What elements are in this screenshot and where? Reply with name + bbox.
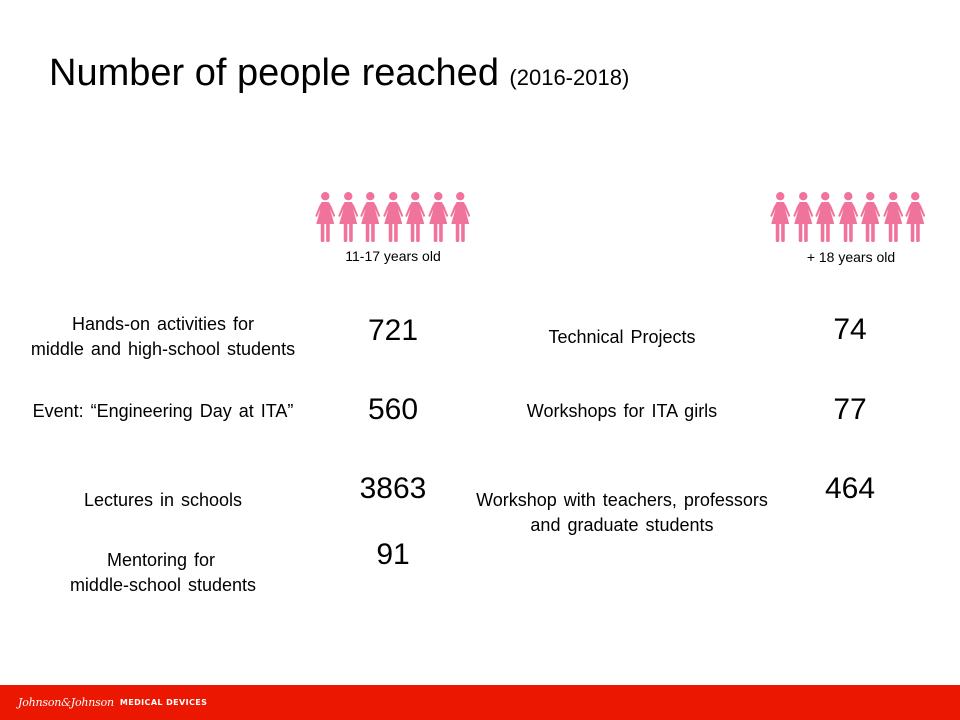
label-line: Mentoring for	[106, 550, 216, 570]
woman-figure-icon	[359, 192, 382, 242]
woman-figure-icon	[382, 192, 405, 242]
page-title	[49, 52, 629, 95]
value-lectures-in-schools: 3863	[359, 472, 427, 505]
footer-bar	[0, 685, 960, 720]
icon-row-young	[314, 192, 472, 242]
woman-figure-icon	[404, 192, 427, 242]
label-hands-on-activities	[0, 312, 326, 362]
title-years: (2016-2018)	[509, 65, 630, 90]
label-lectures-in-schools	[0, 488, 326, 513]
label-line: Technical Projects	[548, 327, 696, 347]
label-line: middle-school students	[69, 575, 257, 595]
value-hands-on-activities: 721	[367, 314, 419, 347]
label-workshop-teachers	[455, 488, 789, 538]
label-line: Hands-on activities for	[71, 314, 255, 334]
icon-row-adult	[769, 192, 927, 242]
woman-figure-icon	[859, 192, 882, 242]
value-workshop-teachers: 464	[824, 472, 876, 505]
label-technical-projects	[462, 325, 782, 350]
label-line: middle and high-school students	[30, 339, 296, 359]
label-line: and graduate students	[530, 515, 714, 535]
woman-figure-icon	[314, 192, 337, 242]
value-technical-projects: 74	[833, 313, 867, 346]
age-label-young: 11-17 years old	[345, 248, 441, 264]
brand-logo: Johnson&Johnson	[18, 696, 114, 709]
label-line: Workshop with teachers, professors	[476, 490, 768, 510]
label-engineering-day	[0, 399, 326, 424]
age-label-adult: + 18 years old	[806, 249, 896, 265]
label-line: Workshops for ITA girls	[526, 401, 718, 421]
woman-figure-icon	[337, 192, 360, 242]
woman-figure-icon	[904, 192, 927, 242]
brand-division: MEDICAL DEVICES	[119, 698, 208, 707]
value-mentoring: 91	[376, 538, 410, 571]
label-line: Event: “Engineering Day at ITA”	[32, 401, 294, 421]
woman-figure-icon	[769, 192, 792, 242]
label-workshops-ita-girls	[462, 399, 782, 424]
value-workshops-ita-girls: 77	[833, 393, 867, 426]
woman-figure-icon	[837, 192, 860, 242]
woman-figure-icon	[449, 192, 472, 242]
label-mentoring	[0, 548, 326, 598]
woman-figure-icon	[427, 192, 450, 242]
label-line: Lectures in schools	[83, 490, 243, 510]
woman-figure-icon	[792, 192, 815, 242]
value-engineering-day: 560	[367, 393, 419, 426]
title-main: Number of people reached	[49, 52, 499, 94]
woman-figure-icon	[814, 192, 837, 242]
woman-figure-icon	[882, 192, 905, 242]
